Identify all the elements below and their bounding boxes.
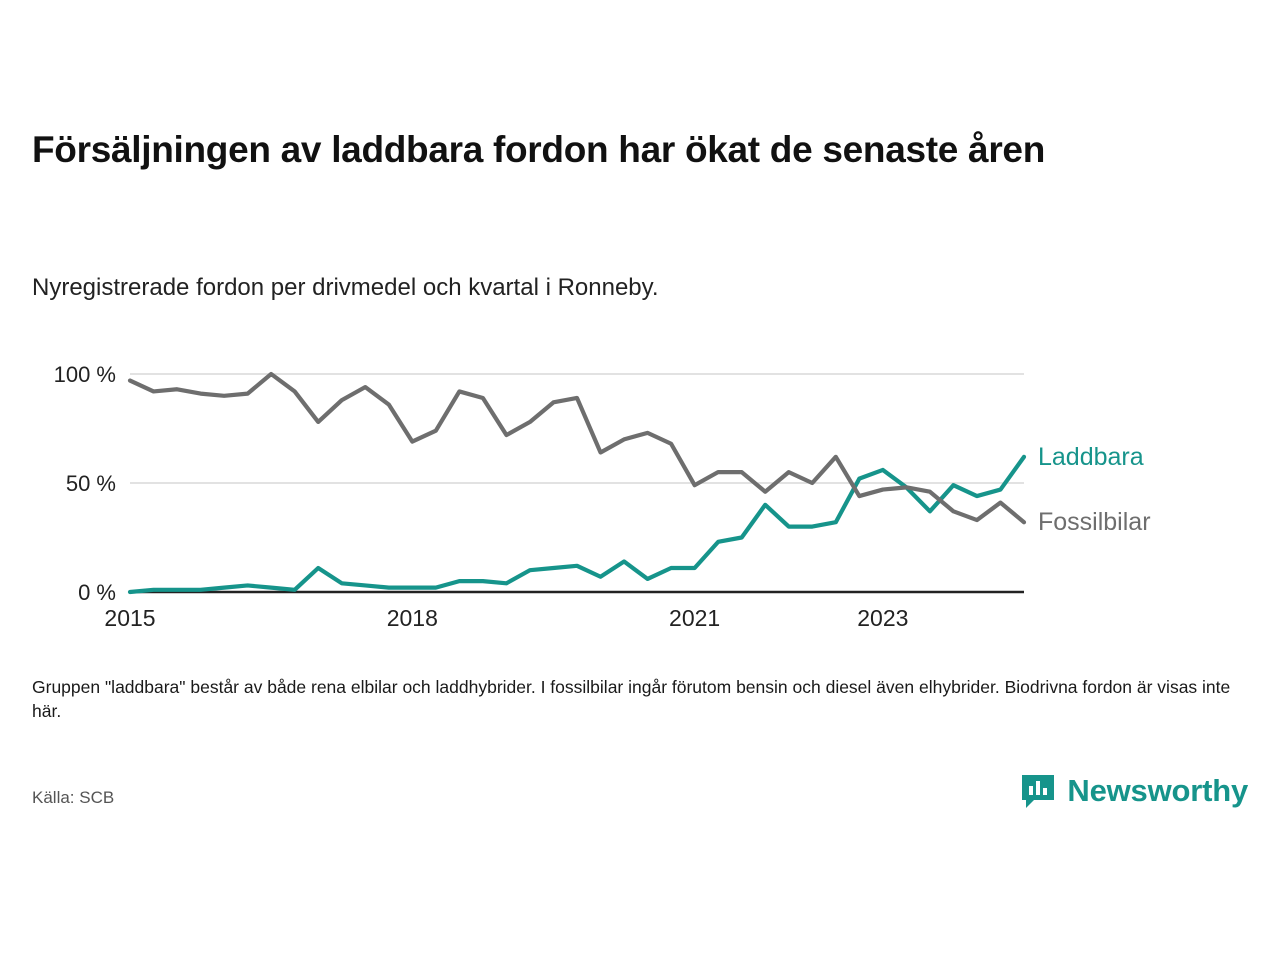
series-line-laddbara bbox=[130, 457, 1024, 592]
source-label: Källa: SCB bbox=[32, 788, 115, 807]
y-axis-tick-label: 0 % bbox=[78, 580, 116, 605]
x-axis-tick-label: 2015 bbox=[104, 605, 156, 631]
chart-footnote: Gruppen "laddbara" består av både rena elbilar och laddhybrider. I fossilbilar ingår förutom bensin och diesel även elhybrider. Biodrivna fordon är visas inte här. bbox=[32, 677, 1231, 721]
series-line-fossilbilar bbox=[130, 374, 1024, 522]
x-axis-tick-label: 2021 bbox=[669, 605, 721, 631]
bar-chart-speech-bubble-icon bbox=[1019, 772, 1057, 810]
brand-name: Newsworthy bbox=[1067, 773, 1248, 808]
y-axis-tick-label: 100 % bbox=[53, 362, 116, 387]
brand-logo bbox=[1019, 772, 1248, 810]
chart-container bbox=[32, 350, 1248, 650]
line-chart bbox=[32, 350, 1248, 650]
y-axis-tick-label: 50 % bbox=[65, 471, 116, 496]
x-axis-tick-label: 2023 bbox=[857, 605, 909, 631]
x-axis-tick-label: 2018 bbox=[386, 605, 438, 631]
page-subtitle: Nyregistrerade fordon per drivmedel och kvartal i Ronneby. bbox=[32, 274, 659, 301]
legend-label-fossilbilar: Fossilbilar bbox=[1038, 508, 1151, 537]
legend-label-laddbara: Laddbara bbox=[1038, 442, 1144, 471]
page-title: Försäljningen av laddbara fordon har ökat de senaste åren bbox=[32, 129, 1046, 170]
